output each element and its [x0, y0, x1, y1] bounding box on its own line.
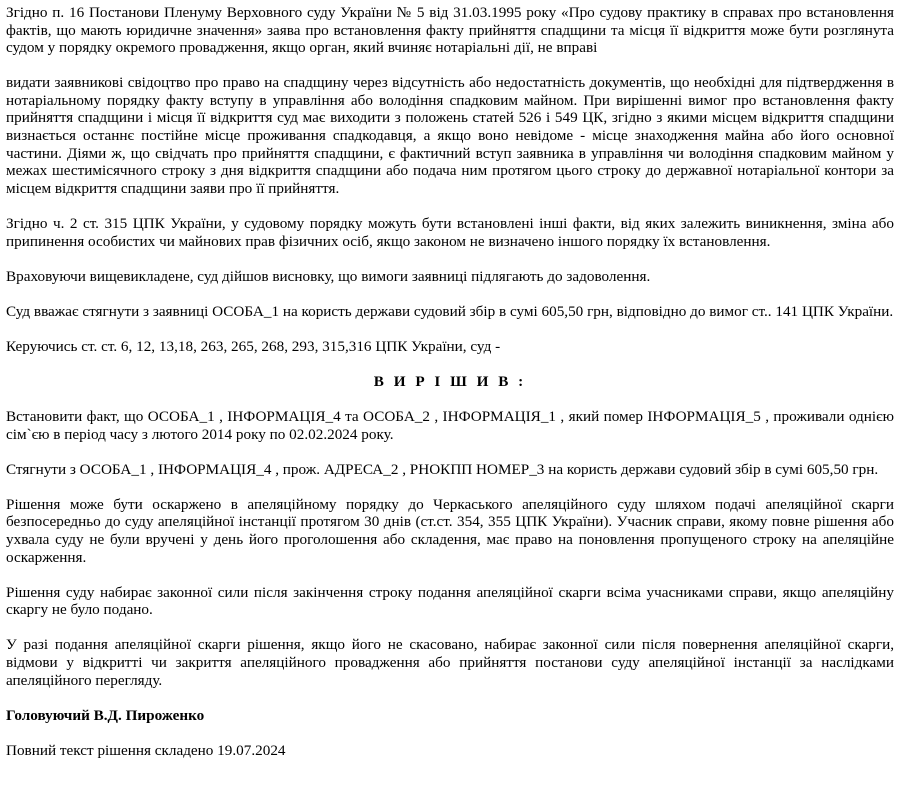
- decision-item-fee: Стягнути з ОСОБА_1 , ІНФОРМАЦІЯ_4 , прож. АДРЕСА_2 , РНОКПП НОМЕР_3 на користь держави судовий збір в сумі 605,50 грн.: [6, 460, 879, 478]
- paragraph-intro: Згідно п. 16 Постанови Пленуму Верховного суду України № 5 від 31.03.1995 року «Про судову практику в справах про встановлення фактів, що мають юридичне значення» заява про встановлення факту прийняття спадщини та місця її відкриття може бути розглянута судом у порядку окремого провадження, якщо орган, який вчиняє нотаріальні дії, не вправі: [6, 4, 894, 57]
- paragraph-cpc-315: Згідно ч. 2 ст. 315 ЦПК України, у судовому порядку можуть бути встановлені інші факти, від яких залежить виникнення, зміна або припинення особистих чи майнових прав фізичних осіб, якщо законом не визначено іншого порядку їх встановлення.: [6, 214, 894, 250]
- paragraph-guided-by: Керуючись ст. ст. 6, 12, 13,18, 263, 265, 268, 293, 315,316 ЦПК України, суд -: [6, 337, 501, 355]
- decision-item-appeal: Рішення може бути оскаржено в апеляційному порядку до Черкаського апеляційного суду шляхом подачі апеляційної скарги безпосередньо до суду апеляційної інстанції протягом 30 днів (ст.ст. 354, 355 ЦПК України). Учасник справи, якому повне рішення або ухвала суду не були вручені у день його проголошення або складення, має право на поновлення пропущеного строку на апеляційне оскарження.: [6, 495, 894, 566]
- footer-date: Повний текст рішення складено 19.07.2024: [6, 741, 286, 759]
- paragraph-inheritance: видати заявникові свідоцтво про право на спадщину через відсутність або недостатність документів, що необхідні для підтвердження в нотаріальному порядку факту вступу в управління або володіння спадковим майном. При вирішенні вимог про встановлення факту прийняття спадщини і місця її відкриття суд має виходити з положень статей 526 і 549 ЦК, згідно з якими місцем відкриття спадщини визнається останнє постійне місце проживання спадкодавця, а якщо воно невідоме - місце знаходження майна або його основної частини. Діями ж, що свідчать про прийняття спадщини, є фактичний вступ заявника в управління чи володіння спадковим майном у межах шестимісячного строку з дня відкриття спадщини або подача ним протягом цього строку до державної нотаріальної контори за місцем відкриття спадщини заяви про її прийняття.: [6, 74, 894, 197]
- decision-item-fact: Встановити факт, що ОСОБА_1 , ІНФОРМАЦІЯ_4 та ОСОБА_2 , ІНФОРМАЦІЯ_1 , який помер ІНФОРМАЦІЯ_5 , проживали однією сім`єю в період часу з лютого 2014 року по 02.02.2024 року.: [6, 408, 894, 443]
- paragraph-conclusion: Враховуючи вищевикладене, суд дійшов висновку, що вимоги заявниці підлягають до задоволення.: [6, 267, 651, 285]
- paragraph-court-fee: Суд вважає стягнути з заявниці ОСОБА_1 на користь держави судовий збір в сумі 605,50 грн, відповідно до вимог ст.. 141 ЦПК України.: [6, 302, 894, 320]
- decision-item-appeal-effect: У разі подання апеляційної скарги рішення, якщо його не скасовано, набирає законної сили після повернення апеляційної скарги, відмови у відкритті чи закриття апеляційного провадження або прийняття постанови суду апеляційної інстанції за наслідками апеляційного перегляду.: [6, 636, 894, 689]
- document-body: [6, 4, 894, 759]
- decision-item-legal-force: Рішення суду набирає законної сили після закінчення строку подання апеляційної скарги всіма учасниками справи, якщо апеляційну скаргу не було подано.: [6, 583, 894, 619]
- signature: Головуючий В.Д. Пироженко: [6, 706, 205, 724]
- decision-heading: В И Р І Ш И В :: [373, 372, 527, 390]
